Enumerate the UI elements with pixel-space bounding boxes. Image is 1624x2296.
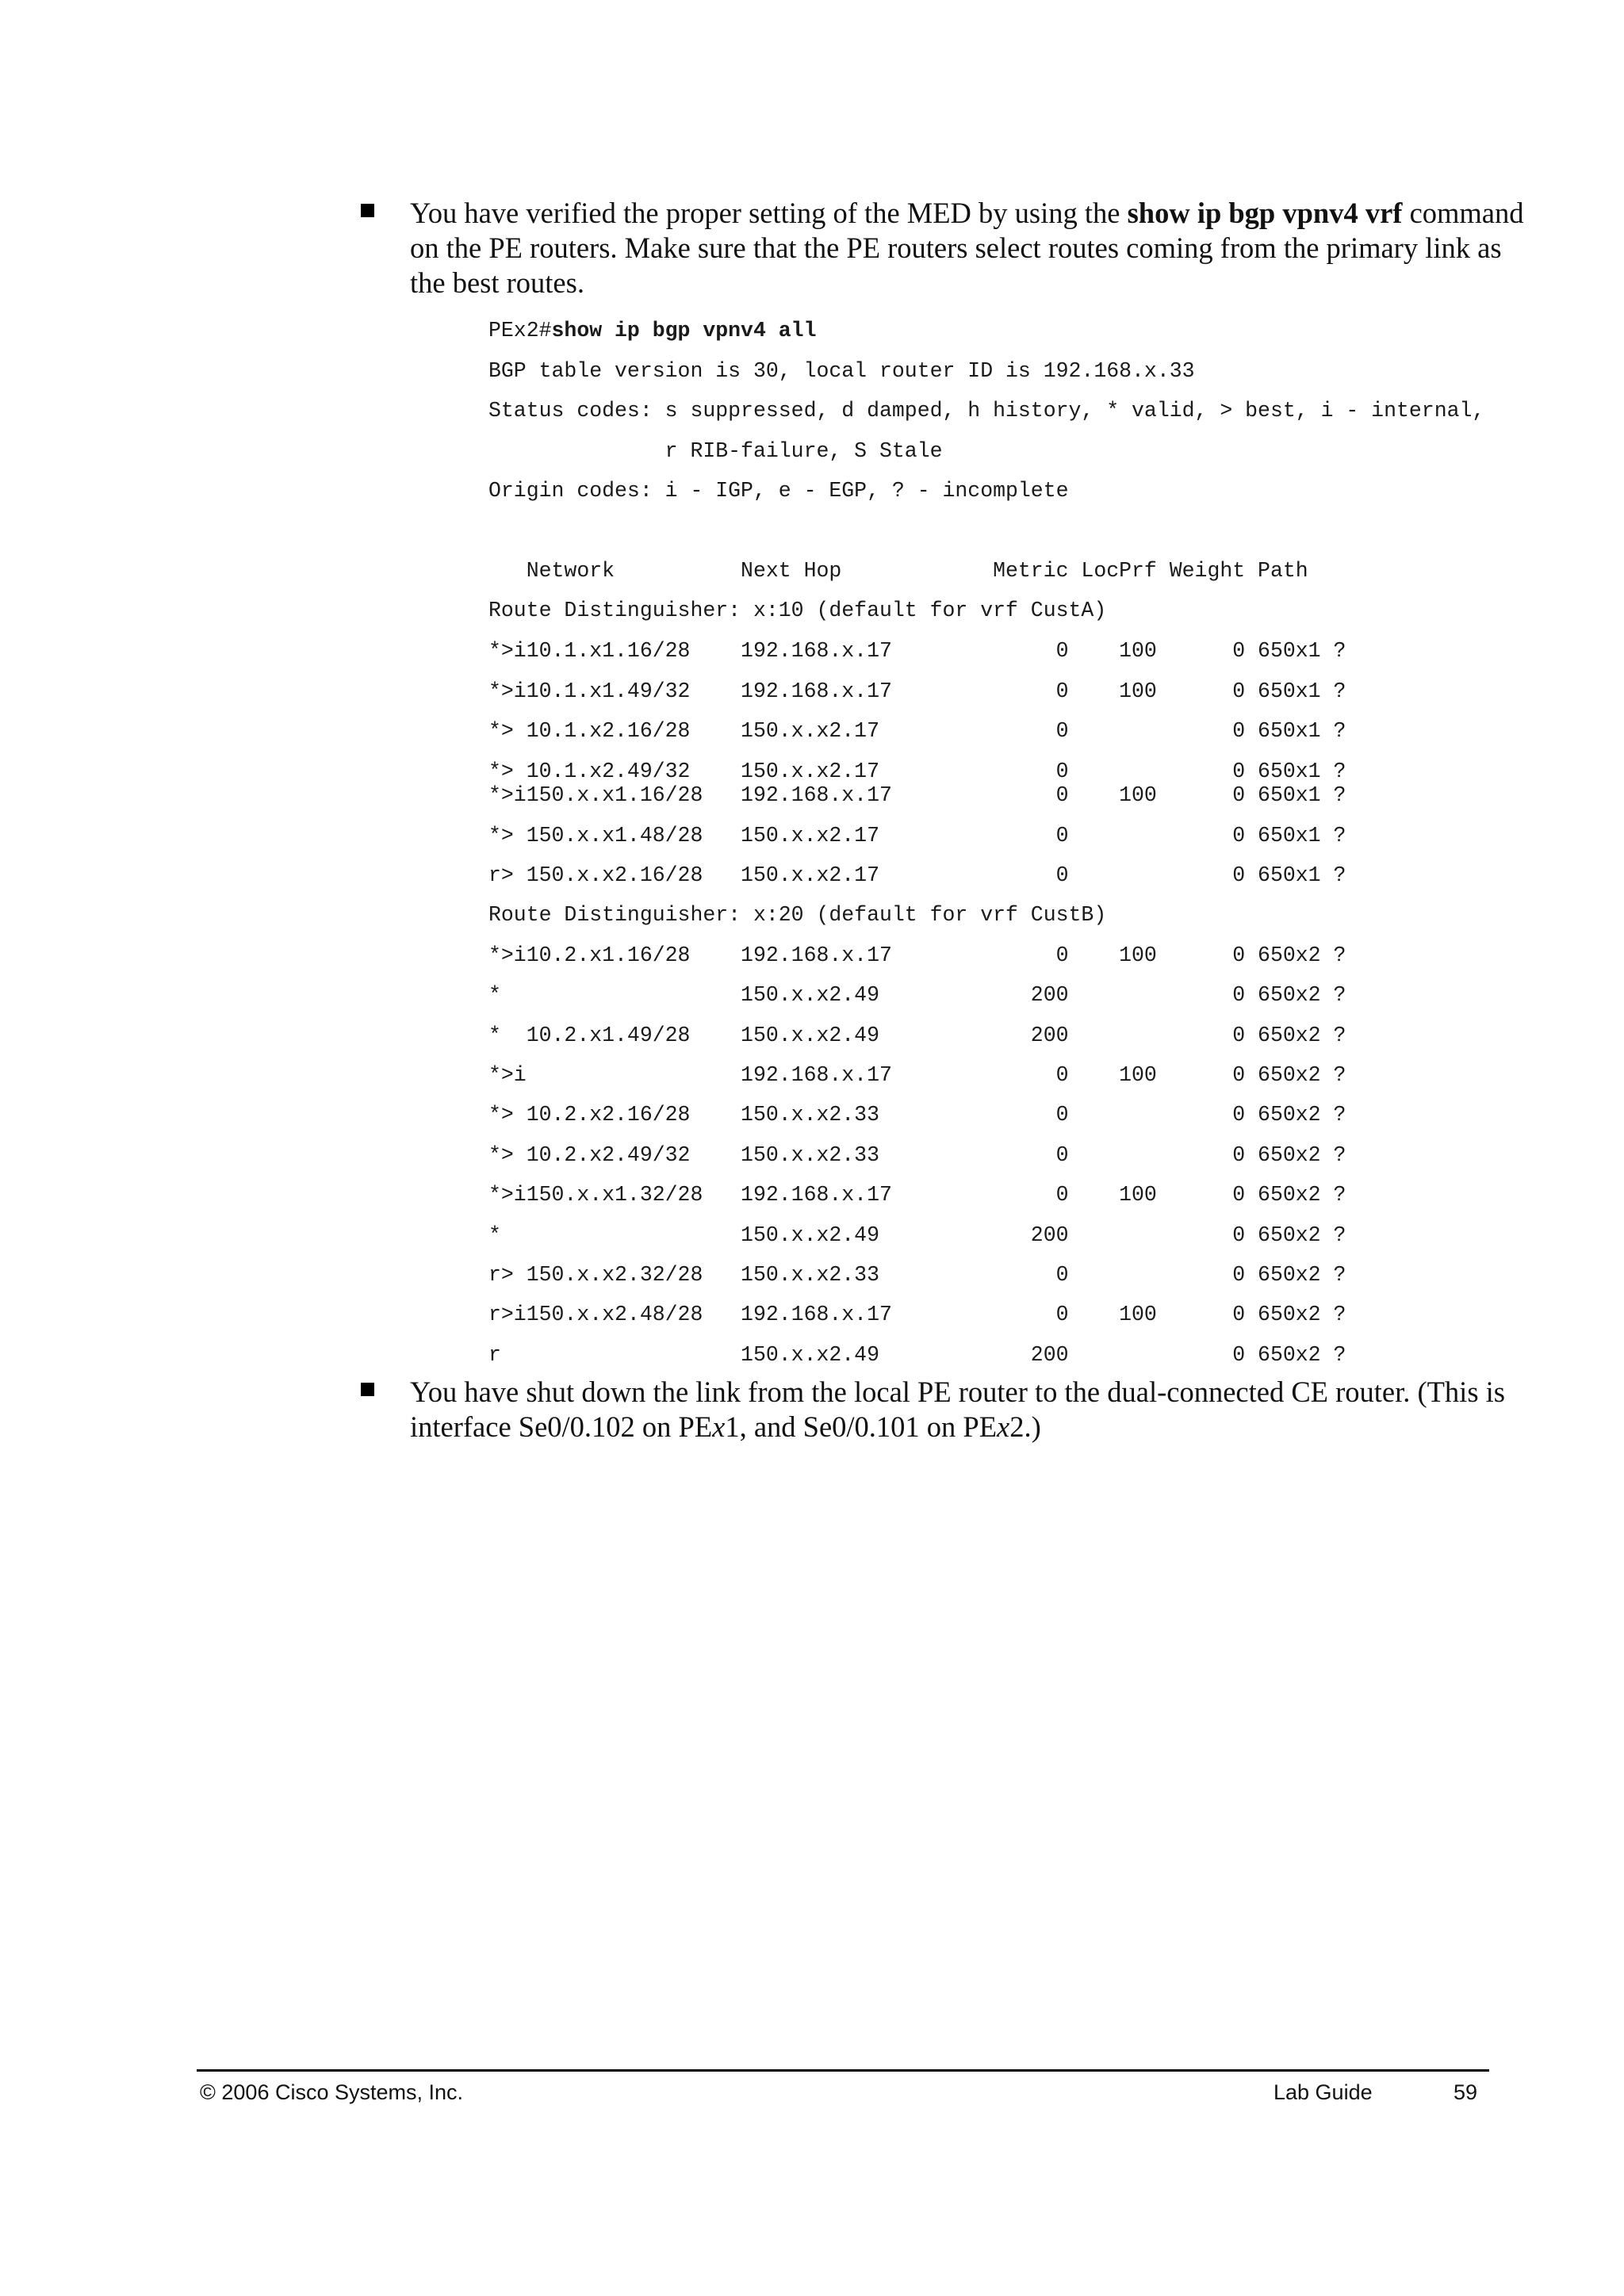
bullet-2-text-b: 1, and Se0/0.101 on PE <box>725 1410 998 1443</box>
output-line: r>i150.x.x2.48/28 192.168.x.17 0 100 0 650x2 ? <box>488 1303 1346 1326</box>
output-line: Status codes: s suppressed, d damped, h history, * valid, > best, i - internal, <box>488 399 1485 423</box>
output-line: Route Distinguisher: x:10 (default for vrf CustA) <box>488 599 1107 622</box>
output-line: *> 10.1.x2.16/28 150.x.x2.17 0 0 650x1 ? <box>488 719 1346 743</box>
output-line: *>i150.x.x1.16/28 192.168.x.17 0 100 0 650x1 ? <box>488 783 1346 807</box>
square-bullet-icon <box>361 204 374 217</box>
output-line: r> 150.x.x2.32/28 150.x.x2.33 0 0 650x2 ? <box>488 1263 1346 1287</box>
output-line: *>i10.2.x1.16/28 192.168.x.17 0 100 0 650x2 ? <box>488 943 1346 967</box>
output-line: r 150.x.x2.49 200 0 650x2 ? <box>488 1343 1346 1367</box>
output-line: *> 10.2.x2.16/28 150.x.x2.33 0 0 650x2 ? <box>488 1103 1346 1127</box>
bullet-2-italic-a: x <box>712 1410 726 1443</box>
output-line: r RIB-failure, S Stale <box>488 439 943 463</box>
bullet-2-italic-b: x <box>997 1410 1010 1443</box>
bullet-2-text-a: You have shut down the link from the local PE router to the dual-connected CE router. (This is interface Se0/0.102 on PE <box>410 1376 1505 1443</box>
square-bullet-icon <box>361 1383 374 1396</box>
output-line: Route Distinguisher: x:20 (default for vrf CustB) <box>488 903 1107 927</box>
command-line <box>488 317 816 344</box>
output-line: *>i10.1.x1.49/32 192.168.x.17 0 100 0 650x1 ? <box>488 679 1346 703</box>
output-line: Origin codes: i - IGP, e - EGP, ? - incomplete <box>488 479 1069 503</box>
cli-output-block <box>488 317 1485 1367</box>
bullet-text-1 <box>410 196 1544 300</box>
output-line: *>i150.x.x1.32/28 192.168.x.17 0 100 0 650x2 ? <box>488 1183 1346 1207</box>
output-line: *>i 192.168.x.17 0 100 0 650x2 ? <box>488 1063 1346 1087</box>
bullet-1-text-before: You have verified the proper setting of the MED by using the <box>410 197 1128 229</box>
output-line: *> 10.1.x2.49/32 150.x.x2.17 0 0 650x1 ? <box>488 760 1346 783</box>
output-line: *>i10.1.x1.16/28 192.168.x.17 0 100 0 650x1 ? <box>488 639 1346 663</box>
output-line: *> 150.x.x1.48/28 150.x.x2.17 0 0 650x1 ? <box>488 824 1346 848</box>
command-prompt: PEx2# <box>488 319 552 342</box>
output-line: Network Next Hop Metric LocPrf Weight Path <box>488 559 1308 583</box>
output-line: * 150.x.x2.49 200 0 650x2 ? <box>488 983 1346 1007</box>
output-line: * 150.x.x2.49 200 0 650x2 ? <box>488 1223 1346 1247</box>
footer-divider <box>197 2069 1489 2072</box>
output-line: * 10.2.x1.49/28 150.x.x2.49 200 0 650x2 ? <box>488 1024 1346 1047</box>
output-line: r> 150.x.x2.16/28 150.x.x2.17 0 0 650x1 ? <box>488 863 1346 887</box>
bullet-text-2 <box>410 1375 1544 1445</box>
output-line: *> 10.2.x2.49/32 150.x.x2.33 0 0 650x2 ? <box>488 1143 1346 1167</box>
bullet-1-command-bold: show ip bgp vpnv4 vrf <box>1127 197 1403 229</box>
output-line: BGP table version is 30, local router ID is 192.168.x.33 <box>488 359 1195 383</box>
bullet-1-text-after: command on the PE routers. Make sure that the PE routers select routes coming from the primary link as the best routes. <box>410 197 1524 299</box>
footer-guide-label: Lab Guide <box>1274 2080 1373 2104</box>
command-text: show ip bgp vpnv4 all <box>551 319 817 342</box>
bullet-2-text-c: 2.) <box>1009 1410 1041 1443</box>
footer-copyright: © 2006 Cisco Systems, Inc. <box>200 2080 464 2104</box>
footer-page-number: 59 <box>1454 2080 1478 2104</box>
